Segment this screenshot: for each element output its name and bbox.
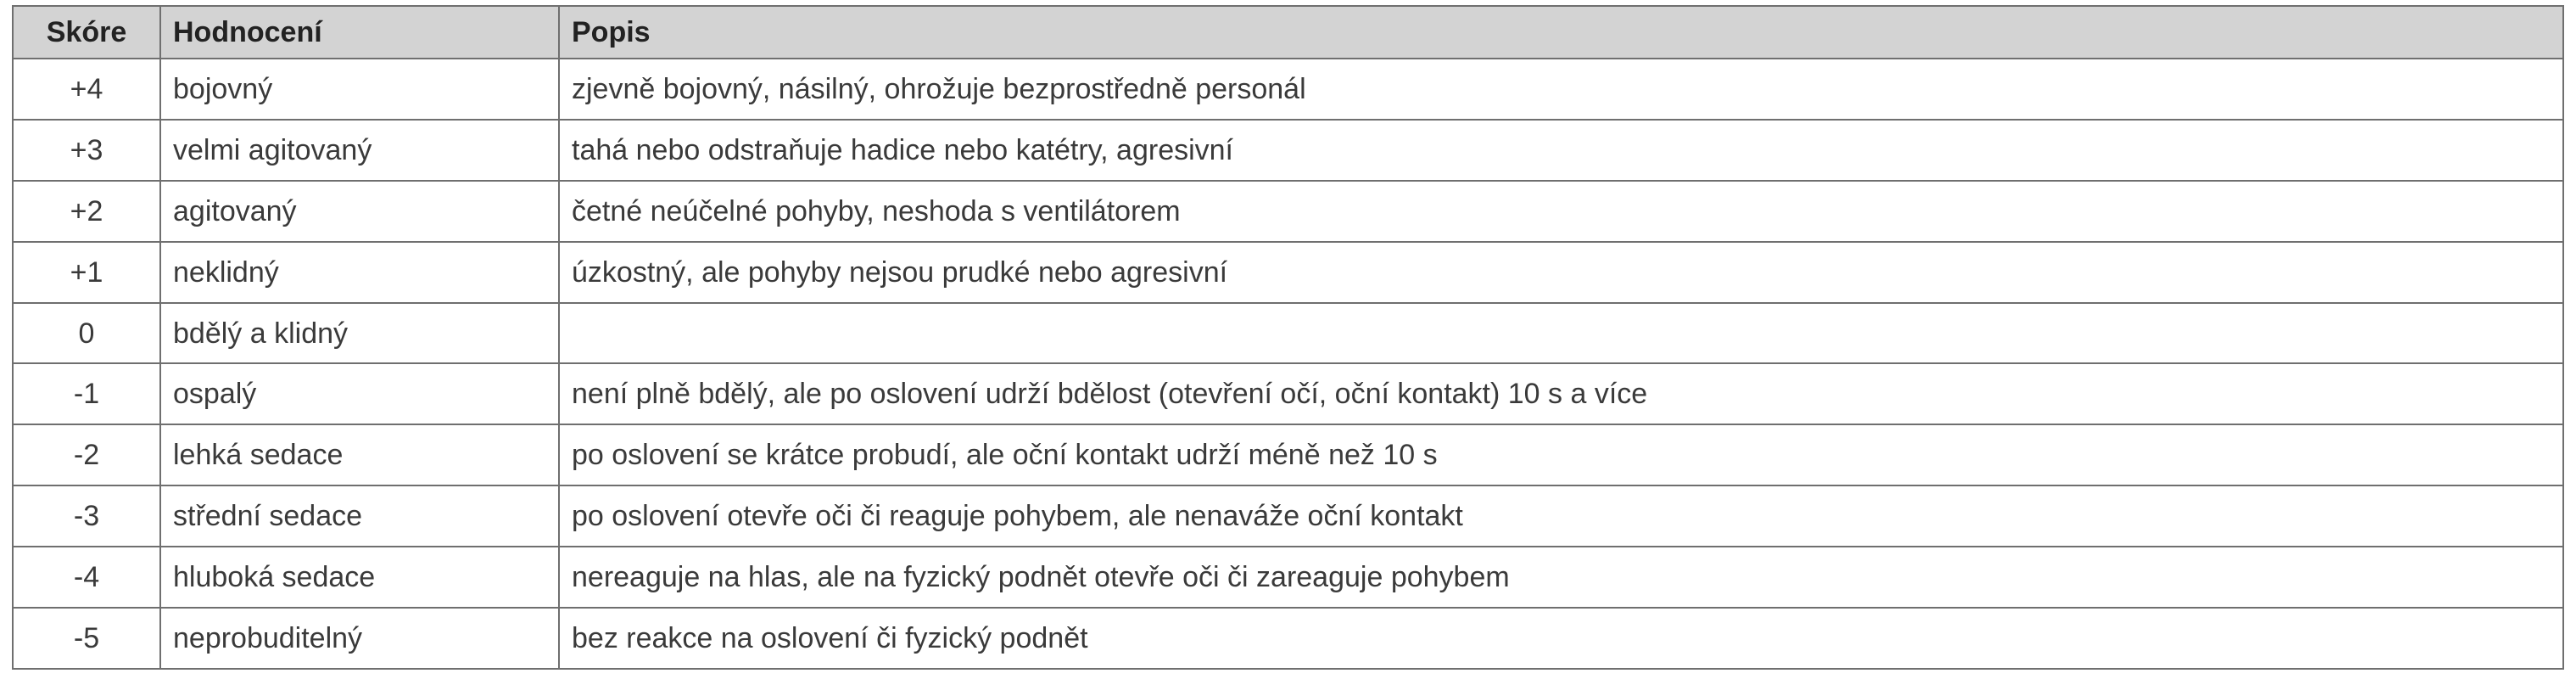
rass-table-container bbox=[12, 5, 2564, 670]
rating-cell: neprobuditelný bbox=[160, 608, 559, 669]
rass-table bbox=[12, 5, 2564, 670]
description-cell: úzkostný, ale pohyby nejsou prudké nebo agresivní bbox=[559, 242, 2563, 303]
description-cell: bez reakce na oslovení či fyzický podnět bbox=[559, 608, 2563, 669]
header-row bbox=[13, 6, 2563, 59]
rating-cell: bdělý a klidný bbox=[160, 303, 559, 364]
score-cell: -2 bbox=[13, 424, 160, 485]
rating-cell: agitovaný bbox=[160, 181, 559, 242]
table-row bbox=[13, 485, 2563, 547]
description-cell: po oslovení otevře oči či reaguje pohybem, ale nenaváže oční kontakt bbox=[559, 485, 2563, 547]
description-cell: po oslovení se krátce probudí, ale oční kontakt udrží méně než 10 s bbox=[559, 424, 2563, 485]
description-cell: nereaguje na hlas, ale na fyzický podnět otevře oči či zareaguje pohybem bbox=[559, 547, 2563, 608]
header-rating: Hodnocení bbox=[160, 6, 559, 59]
rating-cell: velmi agitovaný bbox=[160, 120, 559, 181]
table-header bbox=[13, 6, 2563, 59]
rating-cell: lehká sedace bbox=[160, 424, 559, 485]
table-row bbox=[13, 242, 2563, 303]
table-row bbox=[13, 181, 2563, 242]
score-cell: -4 bbox=[13, 547, 160, 608]
description-cell bbox=[559, 303, 2563, 364]
score-cell: 0 bbox=[13, 303, 160, 364]
table-body bbox=[13, 59, 2563, 669]
description-cell: není plně bdělý, ale po oslovení udrží bdělost (otevření očí, oční kontakt) 10 s a více bbox=[559, 363, 2563, 424]
rating-cell: hluboká sedace bbox=[160, 547, 559, 608]
rating-cell: ospalý bbox=[160, 363, 559, 424]
score-cell: -1 bbox=[13, 363, 160, 424]
table-row bbox=[13, 608, 2563, 669]
table-row bbox=[13, 59, 2563, 120]
score-cell: +4 bbox=[13, 59, 160, 120]
rating-cell: neklidný bbox=[160, 242, 559, 303]
rating-cell: střední sedace bbox=[160, 485, 559, 547]
score-cell: -3 bbox=[13, 485, 160, 547]
table-row bbox=[13, 120, 2563, 181]
description-cell: zjevně bojovný, násilný, ohrožuje bezprostředně personál bbox=[559, 59, 2563, 120]
score-cell: +3 bbox=[13, 120, 160, 181]
description-cell: četné neúčelné pohyby, neshoda s ventilátorem bbox=[559, 181, 2563, 242]
header-score: Skóre bbox=[13, 6, 160, 59]
table-row bbox=[13, 363, 2563, 424]
table-row bbox=[13, 424, 2563, 485]
header-description: Popis bbox=[559, 6, 2563, 59]
table-row bbox=[13, 303, 2563, 364]
score-cell: +2 bbox=[13, 181, 160, 242]
score-cell: +1 bbox=[13, 242, 160, 303]
score-cell: -5 bbox=[13, 608, 160, 669]
description-cell: tahá nebo odstraňuje hadice nebo katétry, agresivní bbox=[559, 120, 2563, 181]
rating-cell: bojovný bbox=[160, 59, 559, 120]
table-row bbox=[13, 547, 2563, 608]
